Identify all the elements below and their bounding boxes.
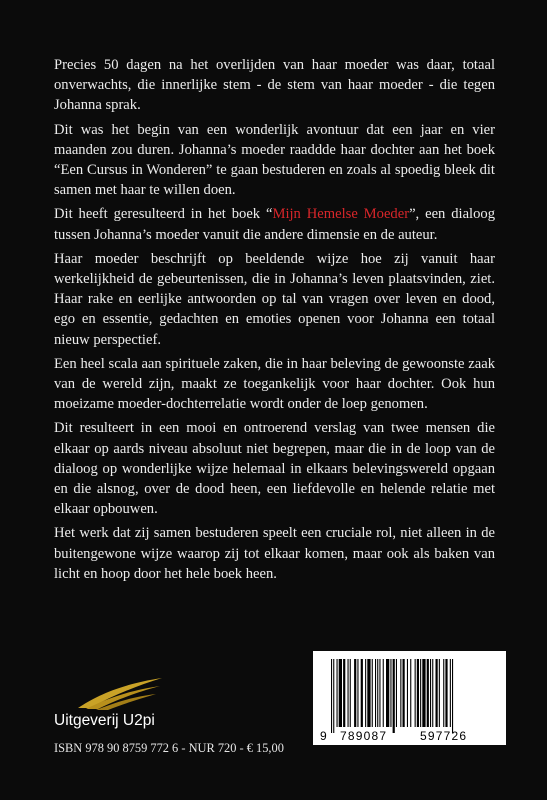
barcode-bar: [407, 659, 408, 727]
blurb-paragraph-4: Haar moeder beschrijft op beeldende wijze hoe zij vanuit haar werkelijkheid de gebeurtenissen, die in Johanna’s leven plaatsvinden, ziet. Haar rake en eerlijke antwoorden op tal van vragen over leven en dood, ego en essentie, gedachten en emoties openen voor Johanna een totaal nieuw perspectief.: [54, 250, 495, 348]
barcode-bar: [386, 659, 389, 727]
barcode-bar: [443, 659, 444, 727]
barcode-bar: [430, 659, 431, 727]
blurb-paragraph-6: Dit resulteert in een mooi en ontroerend verslag van twee mensen die elkaar op aards niveau absoluut niet begrepen, maar die in de loop van de dialoog op wonderlijke wijze helemaal in elkaars belevingswereld opgaan en die alsnog, over de dood heen, een liefdevolle en helende relatie met elkaar opbouwen.: [54, 420, 495, 518]
barcode-digits: [313, 729, 506, 743]
barcode-bar: [367, 659, 370, 727]
barcode-bar: [400, 659, 401, 727]
barcode-digits-right: 597726: [420, 729, 468, 743]
barcode-bar: [383, 659, 384, 727]
blurb-paragraph-5: Een heel scala aan spirituele zaken, die in haar beleving de gewoonste zaak van de wereld zijn, maakt ze toegankelijk voor haar dochter. Ook hun moeizame moeder-dochterrelatie wordt onder de loep genomen.: [54, 355, 495, 413]
barcode-bar: [436, 659, 438, 727]
barcode-bar: [348, 659, 349, 727]
publisher-name: Uitgeverij U2pi: [54, 712, 155, 729]
barcode-bar: [452, 659, 453, 733]
barcode-bar: [337, 659, 338, 727]
barcode-bar: [357, 659, 358, 727]
barcode-digit-prefix: 9: [320, 729, 328, 743]
barcode-bar: [396, 659, 397, 727]
barcode-bar: [445, 659, 447, 727]
barcode-bar: [432, 659, 433, 727]
barcode-bar: [375, 659, 376, 727]
barcode-bar: [415, 659, 416, 727]
barcode-bar: [354, 659, 356, 727]
barcode-bar: [372, 659, 373, 727]
barcode-bar: [439, 659, 440, 727]
barcode-bar: [410, 659, 411, 727]
barcode-bar: [343, 659, 345, 727]
barcode-bar: [339, 659, 342, 727]
blurb-paragraph-7: Het werk dat zij samen bestuderen speelt een cruciale rol, niet alleen in de buitengewone wijze waarop zij tot elkaar komen, maar ook als baken van licht en hoop door het hele boek heen.: [54, 525, 495, 582]
barcode-bar: [422, 659, 425, 727]
blurb-paragraph-1: Precies 50 dagen na het overlijden van haar moeder was daar, totaal onverwachts, die innerlijke stem - de stem van haar moeder - die tegen Johanna sprak.: [54, 57, 495, 114]
back-cover-blurb: [54, 55, 495, 588]
barcode-bar: [379, 659, 380, 727]
barcode-bar: [331, 659, 332, 733]
barcode-bar: [393, 659, 395, 733]
golden-wing-icon: [76, 676, 164, 710]
barcode-digits-left: 789087: [340, 729, 388, 743]
book-title: Mijn Hemelse Moeder: [272, 206, 410, 223]
isbn-price-line: ISBN 978 90 8759 772 6 - NUR 720 - € 15,00: [54, 741, 284, 755]
barcode-bar: [450, 659, 451, 727]
blurb-paragraph-3-end: ”, een dialoog tussen Johanna’s moeder vanuit die andere dimensie en de auteur.: [54, 206, 496, 243]
barcode-bar: [333, 659, 334, 733]
barcode-bar: [427, 659, 429, 727]
barcode-bar: [365, 659, 366, 727]
barcode-bar: [420, 659, 421, 727]
blurb-paragraph-3-start: Dit heeft geresulteerd in het boek “: [54, 206, 273, 223]
barcode-bar: [377, 659, 378, 727]
barcode-bar: [350, 659, 351, 727]
barcode-bar: [403, 659, 405, 727]
blurb-paragraph-2: Dit was het begin van een wonderlijk avontuur dat een jaar en vier maanden zou duren. Johanna’s moeder raaddde haar dochter aan het boek “Een Cursus in Wonderen” te gaan bestuderen en zoals al spoedig bleek dit samen met haar te willen doen.: [54, 121, 495, 199]
barcode-bar: [361, 659, 363, 727]
barcode-bar: [417, 659, 419, 727]
isbn-barcode: [313, 651, 506, 745]
barcode-bar: [390, 659, 391, 727]
blurb-paragraph-3: [54, 204, 495, 244]
